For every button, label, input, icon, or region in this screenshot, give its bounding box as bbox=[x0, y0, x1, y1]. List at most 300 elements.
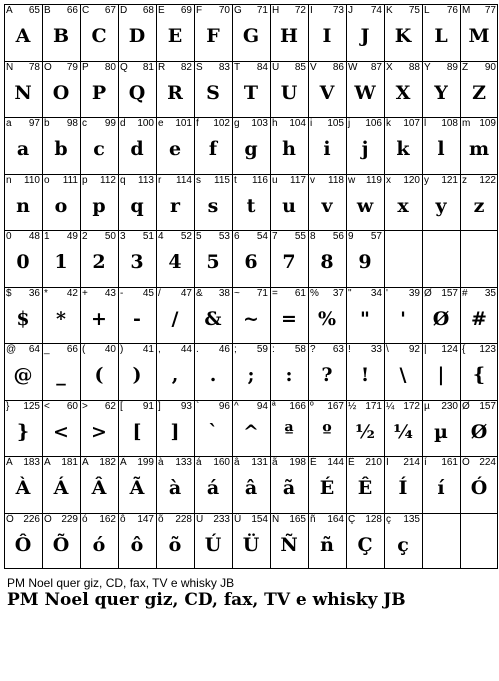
cell-character-label: Q bbox=[120, 62, 128, 73]
glyph-cell bbox=[118, 343, 156, 399]
cell-glyph-sample: ` bbox=[208, 421, 218, 443]
glyph-cell bbox=[118, 456, 156, 512]
cell-code-label: 59 bbox=[256, 344, 268, 355]
cell-glyph-sample: B bbox=[52, 25, 70, 47]
cell-character-label: Ø bbox=[462, 401, 470, 412]
cell-character-label: ã bbox=[272, 457, 278, 468]
glyph-cell bbox=[4, 343, 42, 399]
cell-character-label: f bbox=[196, 118, 199, 129]
glyph-cell bbox=[42, 456, 80, 512]
cell-character-label: % bbox=[310, 288, 319, 299]
cell-glyph-sample: n bbox=[16, 195, 30, 217]
cell-glyph-sample: j bbox=[361, 138, 369, 160]
cell-code-label: 48 bbox=[28, 231, 40, 242]
cell-glyph-sample: 0 bbox=[16, 251, 30, 273]
glyph-cell bbox=[156, 61, 194, 117]
grid-column-divider bbox=[422, 4, 423, 569]
cell-code-label: 171 bbox=[365, 401, 382, 412]
cell-character-label: 8 bbox=[310, 231, 316, 242]
cell-code-label: 123 bbox=[479, 344, 496, 355]
cell-glyph-sample: y bbox=[435, 195, 447, 217]
cell-character-label: i bbox=[310, 118, 313, 129]
cell-character-label: À bbox=[6, 457, 13, 468]
glyph-cell bbox=[460, 174, 498, 230]
glyph-cell bbox=[384, 513, 422, 569]
glyph-cell bbox=[384, 174, 422, 230]
cell-code-label: 55 bbox=[294, 231, 306, 242]
glyph-cell bbox=[232, 456, 270, 512]
glyph-cell bbox=[308, 343, 346, 399]
cell-code-label: 33 bbox=[370, 344, 382, 355]
cell-glyph-sample: W bbox=[354, 82, 376, 104]
cell-character-label: ½ bbox=[348, 401, 357, 412]
cell-glyph-sample: ã bbox=[282, 477, 296, 499]
glyph-cell bbox=[156, 4, 194, 60]
cell-character-label: l bbox=[424, 118, 427, 129]
glyph-cell bbox=[42, 117, 80, 173]
cell-code-label: 124 bbox=[441, 344, 458, 355]
glyph-cell bbox=[460, 456, 498, 512]
cell-character-label: õ bbox=[158, 514, 164, 525]
glyph-cell bbox=[156, 343, 194, 399]
grid-row-divider bbox=[4, 4, 498, 5]
glyph-cell bbox=[270, 61, 308, 117]
cell-glyph-sample: À bbox=[15, 477, 31, 499]
cell-character-label: & bbox=[196, 288, 203, 299]
cell-character-label: 9 bbox=[348, 231, 354, 242]
cell-glyph-sample: b bbox=[54, 138, 68, 160]
grid-column-divider bbox=[156, 4, 157, 569]
cell-character-label: I bbox=[310, 5, 313, 16]
cell-glyph-sample: . bbox=[209, 364, 217, 386]
cell-glyph-sample: x bbox=[397, 195, 409, 217]
glyph-cell bbox=[308, 230, 346, 286]
cell-code-label: 74 bbox=[370, 5, 382, 16]
cell-character-label: - bbox=[120, 288, 124, 299]
glyph-cell bbox=[232, 4, 270, 60]
cell-code-label: 44 bbox=[180, 344, 192, 355]
glyph-cell bbox=[194, 230, 232, 286]
cell-code-label: 91 bbox=[142, 401, 154, 412]
cell-character-label: ~ bbox=[234, 288, 240, 299]
glyph-cell bbox=[270, 343, 308, 399]
glyph-cell bbox=[42, 4, 80, 60]
grid-row-divider bbox=[4, 174, 498, 175]
cell-character-label: ª bbox=[272, 401, 276, 412]
cell-character-label: ` bbox=[196, 401, 200, 412]
glyph-cell bbox=[194, 287, 232, 343]
glyph-cell bbox=[232, 343, 270, 399]
cell-glyph-sample: Z bbox=[472, 82, 486, 104]
cell-character-label: t bbox=[234, 175, 237, 186]
cell-code-label: 71 bbox=[256, 288, 268, 299]
cell-glyph-sample: w bbox=[356, 195, 374, 217]
cell-glyph-sample: Á bbox=[53, 477, 69, 499]
cell-glyph-sample: Â bbox=[91, 477, 107, 499]
cell-glyph-sample: C bbox=[91, 25, 107, 47]
cell-code-label: 111 bbox=[62, 175, 78, 186]
cell-character-label: â bbox=[234, 457, 240, 468]
cell-character-label: w bbox=[348, 175, 356, 186]
cell-character-label: U bbox=[272, 62, 280, 73]
grid-column-divider bbox=[460, 4, 461, 569]
glyph-cell bbox=[232, 230, 270, 286]
glyph-cell bbox=[308, 400, 346, 456]
cell-character-label: z bbox=[462, 175, 467, 186]
glyph-cell bbox=[80, 174, 118, 230]
glyph-cell bbox=[460, 343, 498, 399]
glyph-cell bbox=[384, 230, 422, 286]
cell-code-label: 172 bbox=[403, 401, 420, 412]
cell-code-label: 38 bbox=[218, 288, 230, 299]
cell-glyph-sample: a bbox=[16, 138, 30, 160]
cell-glyph-sample: ; bbox=[247, 364, 255, 386]
cell-glyph-sample: J bbox=[360, 25, 370, 47]
glyph-cell bbox=[156, 174, 194, 230]
glyph-cell bbox=[194, 61, 232, 117]
cell-glyph-sample: [ bbox=[132, 421, 142, 443]
glyph-cell bbox=[80, 61, 118, 117]
cell-code-label: 147 bbox=[137, 514, 154, 525]
cell-code-label: 108 bbox=[441, 118, 458, 129]
cell-glyph-sample: $ bbox=[16, 308, 30, 330]
cell-glyph-sample: 6 bbox=[244, 251, 258, 273]
glyph-cell bbox=[194, 117, 232, 173]
glyph-cell bbox=[308, 174, 346, 230]
cell-code-label: 35 bbox=[484, 288, 496, 299]
glyph-cell bbox=[42, 230, 80, 286]
glyph-cell bbox=[422, 61, 460, 117]
cell-glyph-sample: â bbox=[244, 477, 258, 499]
cell-code-label: 65 bbox=[28, 5, 40, 16]
cell-code-label: 166 bbox=[289, 401, 306, 412]
cell-code-label: 93 bbox=[180, 401, 192, 412]
cell-glyph-sample: | bbox=[437, 364, 445, 386]
cell-code-label: 34 bbox=[370, 288, 382, 299]
cell-glyph-sample: º bbox=[322, 421, 332, 443]
cell-glyph-sample: V bbox=[319, 82, 335, 104]
grid-column-divider bbox=[270, 4, 271, 569]
cell-code-label: 97 bbox=[28, 118, 40, 129]
cell-glyph-sample: ª bbox=[284, 421, 294, 443]
cell-code-label: 230 bbox=[441, 401, 458, 412]
glyph-cell bbox=[232, 287, 270, 343]
cell-code-label: 122 bbox=[479, 175, 496, 186]
cell-character-label: u bbox=[272, 175, 278, 186]
grid-row-divider bbox=[4, 400, 498, 401]
grid-row-divider bbox=[4, 61, 498, 62]
cell-code-label: 115 bbox=[214, 175, 230, 186]
cell-character-label: ] bbox=[158, 401, 161, 412]
cell-code-label: 103 bbox=[251, 118, 268, 129]
glyph-cell bbox=[422, 230, 460, 286]
cell-character-label: R bbox=[158, 62, 166, 73]
cell-character-label: ó bbox=[82, 514, 88, 525]
cell-character-label: [ bbox=[120, 401, 123, 412]
cell-glyph-sample: M bbox=[468, 25, 490, 47]
cell-code-label: 80 bbox=[104, 62, 116, 73]
glyph-cell bbox=[346, 343, 384, 399]
cell-glyph-sample: d bbox=[130, 138, 144, 160]
glyph-cell bbox=[308, 61, 346, 117]
glyph-cell bbox=[118, 117, 156, 173]
cell-glyph-sample: g bbox=[244, 138, 258, 160]
glyph-cell bbox=[80, 4, 118, 60]
glyph-cell bbox=[384, 287, 422, 343]
cell-glyph-sample: Ó bbox=[470, 477, 488, 499]
cell-code-label: 214 bbox=[403, 457, 420, 468]
glyph-cell bbox=[270, 4, 308, 60]
cell-character-label: c bbox=[82, 118, 87, 129]
glyph-cell bbox=[194, 513, 232, 569]
cell-character-label: < bbox=[44, 401, 50, 412]
cell-code-label: 51 bbox=[142, 231, 154, 242]
glyph-cell bbox=[460, 4, 498, 60]
glyph-cell bbox=[4, 61, 42, 117]
cell-code-label: 56 bbox=[332, 231, 344, 242]
cell-glyph-sample: f bbox=[208, 138, 218, 160]
cell-character-label: ) bbox=[120, 344, 124, 355]
glyph-cell bbox=[346, 513, 384, 569]
cell-code-label: 96 bbox=[218, 401, 230, 412]
cell-code-label: 40 bbox=[104, 344, 116, 355]
cell-code-label: 119 bbox=[366, 175, 382, 186]
cell-glyph-sample: _ bbox=[56, 364, 66, 386]
grid-row-divider bbox=[4, 456, 498, 457]
sample-text-font-rendered: PM Noel quer giz, CD, fax, TV e whisky JB bbox=[7, 590, 406, 610]
cell-code-label: 46 bbox=[218, 344, 230, 355]
glyph-cell bbox=[156, 513, 194, 569]
cell-code-label: 105 bbox=[327, 118, 344, 129]
cell-glyph-sample: N bbox=[14, 82, 32, 104]
cell-glyph-sample: Ç bbox=[357, 534, 373, 556]
glyph-cell bbox=[422, 400, 460, 456]
cell-code-label: 99 bbox=[104, 118, 116, 129]
cell-code-label: 66 bbox=[66, 5, 78, 16]
glyph-cell bbox=[118, 230, 156, 286]
glyph-cell bbox=[384, 4, 422, 60]
glyph-cell bbox=[232, 61, 270, 117]
cell-character-label: > bbox=[82, 401, 88, 412]
cell-code-label: 133 bbox=[175, 457, 192, 468]
cell-code-label: 224 bbox=[479, 457, 496, 468]
glyph-cell bbox=[4, 230, 42, 286]
cell-character-label: ! bbox=[348, 344, 351, 355]
cell-glyph-sample: ¼ bbox=[393, 421, 413, 443]
cell-code-label: 52 bbox=[180, 231, 192, 242]
cell-character-label: ; bbox=[234, 344, 237, 355]
glyph-cell bbox=[460, 61, 498, 117]
glyph-cell bbox=[270, 117, 308, 173]
glyph-cell bbox=[80, 400, 118, 456]
cell-character-label: e bbox=[158, 118, 164, 129]
cell-glyph-sample: µ bbox=[434, 421, 448, 443]
cell-code-label: 67 bbox=[104, 5, 116, 16]
glyph-cell bbox=[422, 456, 460, 512]
cell-character-label: + bbox=[82, 288, 88, 299]
cell-character-label: _ bbox=[44, 344, 50, 355]
cell-code-label: 83 bbox=[218, 62, 230, 73]
cell-glyph-sample: í bbox=[437, 477, 445, 499]
cell-code-label: 125 bbox=[23, 401, 40, 412]
glyph-cell bbox=[270, 174, 308, 230]
glyph-cell bbox=[308, 4, 346, 60]
cell-code-label: 62 bbox=[104, 401, 116, 412]
cell-glyph-sample: I bbox=[322, 25, 332, 47]
cell-glyph-sample: O bbox=[52, 82, 70, 104]
cell-glyph-sample: á bbox=[206, 477, 220, 499]
glyph-cell bbox=[156, 400, 194, 456]
cell-character-label: 2 bbox=[82, 231, 88, 242]
cell-character-label: H bbox=[272, 5, 280, 16]
cell-character-label: W bbox=[348, 62, 358, 73]
cell-code-label: 102 bbox=[213, 118, 230, 129]
cell-code-label: 117 bbox=[290, 175, 306, 186]
cell-character-label: P bbox=[82, 62, 89, 73]
cell-glyph-sample: X bbox=[395, 82, 411, 104]
cell-glyph-sample: ( bbox=[94, 364, 104, 386]
cell-glyph-sample: 1 bbox=[54, 251, 68, 273]
cell-code-label: 42 bbox=[66, 288, 78, 299]
cell-code-label: 121 bbox=[441, 175, 458, 186]
cell-character-label: r bbox=[158, 175, 162, 186]
cell-code-label: 113 bbox=[138, 175, 154, 186]
cell-glyph-sample: Ô bbox=[14, 534, 32, 556]
cell-code-label: 157 bbox=[479, 401, 496, 412]
cell-glyph-sample: Í bbox=[398, 477, 408, 499]
cell-character-label: á bbox=[196, 457, 202, 468]
cell-character-label: ç bbox=[386, 514, 391, 525]
glyph-cell bbox=[270, 230, 308, 286]
cell-glyph-sample: Ú bbox=[204, 534, 222, 556]
cell-code-label: 110 bbox=[24, 175, 40, 186]
cell-code-label: 84 bbox=[256, 62, 268, 73]
cell-character-label: ( bbox=[82, 344, 86, 355]
cell-glyph-sample: * bbox=[56, 308, 66, 330]
cell-character-label: y bbox=[424, 175, 429, 186]
cell-code-label: 66 bbox=[66, 344, 78, 355]
cell-character-label: à bbox=[158, 457, 164, 468]
cell-glyph-sample: > bbox=[91, 421, 107, 443]
cell-code-label: 210 bbox=[365, 457, 382, 468]
glyph-cell bbox=[194, 456, 232, 512]
grid-column-divider bbox=[308, 4, 309, 569]
grid-column-divider bbox=[118, 4, 119, 569]
glyph-cell bbox=[118, 287, 156, 343]
cell-character-label: D bbox=[120, 5, 128, 16]
cell-glyph-sample: p bbox=[92, 195, 106, 217]
cell-glyph-sample: K bbox=[394, 25, 412, 47]
cell-code-label: 76 bbox=[446, 5, 458, 16]
cell-character-label: Ø bbox=[424, 288, 432, 299]
grid-column-divider bbox=[80, 4, 81, 569]
cell-glyph-sample: < bbox=[53, 421, 69, 443]
cell-glyph-sample: É bbox=[319, 477, 335, 499]
cell-code-label: 154 bbox=[251, 514, 268, 525]
cell-code-label: 109 bbox=[479, 118, 496, 129]
glyph-cell bbox=[118, 400, 156, 456]
glyph-cell bbox=[156, 287, 194, 343]
cell-code-label: 79 bbox=[66, 62, 78, 73]
cell-code-label: 226 bbox=[23, 514, 40, 525]
glyph-cell bbox=[118, 61, 156, 117]
cell-glyph-sample: Ñ bbox=[280, 534, 298, 556]
cell-glyph-sample: 3 bbox=[130, 251, 144, 273]
cell-character-label: ñ bbox=[310, 514, 316, 525]
glyph-cell bbox=[422, 287, 460, 343]
cell-character-label: E bbox=[158, 5, 165, 16]
glyph-cell bbox=[156, 456, 194, 512]
cell-character-label: Ñ bbox=[272, 514, 280, 525]
cell-glyph-sample: i bbox=[323, 138, 331, 160]
cell-glyph-sample: e bbox=[168, 138, 182, 160]
cell-code-label: 114 bbox=[176, 175, 192, 186]
glyph-cell bbox=[460, 400, 498, 456]
cell-character-label: ' bbox=[386, 288, 388, 299]
cell-glyph-sample: Ü bbox=[242, 534, 260, 556]
cell-code-label: 131 bbox=[251, 457, 268, 468]
cell-glyph-sample: s bbox=[207, 195, 219, 217]
cell-character-label: Z bbox=[462, 62, 469, 73]
cell-character-label: S bbox=[196, 62, 203, 73]
glyph-cell bbox=[42, 61, 80, 117]
cell-code-label: 69 bbox=[180, 5, 192, 16]
cell-character-label: n bbox=[6, 175, 12, 186]
cell-code-label: 182 bbox=[99, 457, 116, 468]
cell-glyph-sample: ^ bbox=[243, 421, 259, 443]
grid-row-divider bbox=[4, 230, 498, 231]
grid-row-divider bbox=[4, 513, 498, 514]
cell-code-label: 128 bbox=[365, 514, 382, 525]
cell-character-label: \ bbox=[386, 344, 389, 355]
cell-code-label: 54 bbox=[256, 231, 268, 242]
glyph-cell bbox=[42, 343, 80, 399]
glyph-cell bbox=[4, 287, 42, 343]
cell-glyph-sample: ! bbox=[360, 364, 370, 386]
cell-character-label: q bbox=[120, 175, 126, 186]
glyph-cell bbox=[308, 117, 346, 173]
glyph-cell bbox=[384, 400, 422, 456]
glyph-cell bbox=[80, 117, 118, 173]
cell-code-label: 98 bbox=[66, 118, 78, 129]
glyph-cell bbox=[346, 287, 384, 343]
cell-code-label: 58 bbox=[294, 344, 306, 355]
glyph-cell bbox=[384, 343, 422, 399]
cell-glyph-sample: õ bbox=[168, 534, 182, 556]
cell-glyph-sample: ½ bbox=[355, 421, 375, 443]
cell-glyph-sample: A bbox=[15, 25, 31, 47]
cell-glyph-sample: - bbox=[133, 308, 141, 330]
cell-code-label: 36 bbox=[28, 288, 40, 299]
cell-glyph-sample: / bbox=[171, 308, 179, 330]
glyph-cell bbox=[194, 174, 232, 230]
cell-character-label: Ç bbox=[348, 514, 356, 525]
cell-code-label: 53 bbox=[218, 231, 230, 242]
cell-glyph-sample: h bbox=[282, 138, 296, 160]
cell-glyph-sample: Y bbox=[434, 82, 448, 104]
cell-glyph-sample: } bbox=[16, 421, 30, 443]
glyph-cell bbox=[232, 400, 270, 456]
cell-character-label: $ bbox=[6, 288, 12, 299]
cell-character-label: L bbox=[424, 5, 430, 16]
cell-character-label: B bbox=[44, 5, 51, 16]
cell-character-label: T bbox=[234, 62, 241, 73]
glyph-cell bbox=[422, 4, 460, 60]
grid-column-divider bbox=[346, 4, 347, 569]
cell-character-label: d bbox=[120, 118, 126, 129]
cell-code-label: 228 bbox=[175, 514, 192, 525]
cell-glyph-sample: ó bbox=[92, 534, 106, 556]
